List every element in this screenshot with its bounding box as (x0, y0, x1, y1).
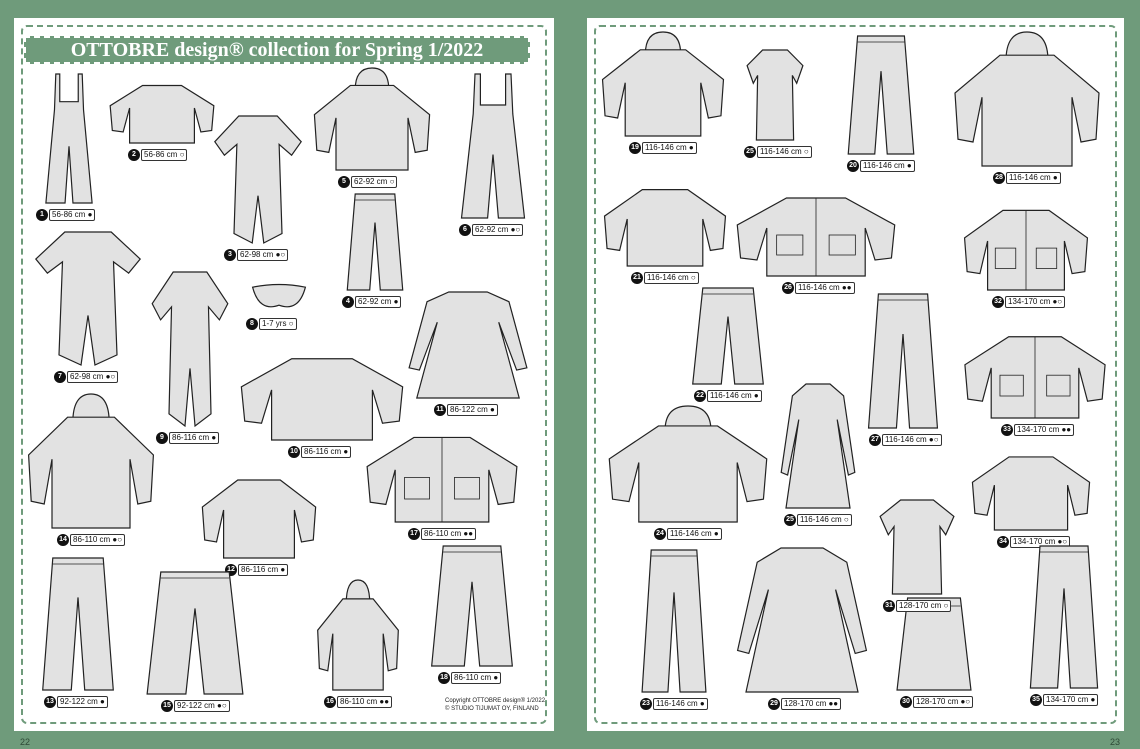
garment-item-8 (246, 280, 312, 332)
size-range: 116-146 cm ● (642, 142, 697, 154)
size-label (57, 534, 125, 546)
garment-item-7 (30, 228, 146, 385)
garment-illustration (148, 268, 232, 435)
page-number-right: 23 (1110, 737, 1121, 747)
size-range: 134-170 cm ●● (1014, 424, 1074, 436)
size-label (128, 149, 187, 161)
model-number-badge: 14 (57, 534, 69, 546)
size-range: 116-146 cm ○ (757, 146, 812, 158)
garment-item-31 (876, 496, 958, 614)
model-number-badge: 31 (883, 600, 895, 612)
size-label (36, 209, 95, 221)
garment-item-6 (448, 72, 538, 238)
model-number-badge: 1 (36, 209, 48, 221)
model-number-badge: 23 (640, 698, 652, 710)
size-range: 134-170 cm ● (1043, 694, 1098, 706)
model-number-badge: 20 (847, 160, 859, 172)
garment-item-11 (404, 288, 532, 418)
size-range: 86-122 cm ● (447, 404, 498, 416)
size-label (768, 698, 841, 710)
size-label (44, 696, 108, 708)
copyright-note (445, 697, 545, 713)
size-range: 116-146 cm ○ (797, 514, 852, 526)
model-number-badge: 9 (156, 432, 168, 444)
size-label (288, 446, 351, 458)
garment-item-15 (138, 570, 252, 714)
garment-item-22 (686, 286, 770, 404)
size-label (900, 696, 973, 708)
garment-illustration (970, 440, 1092, 539)
collection-banner: OTTOBRE design® collection for Spring 1/2022 (24, 36, 530, 64)
model-number-badge: 3 (224, 249, 236, 261)
garment-illustration (30, 228, 146, 374)
size-label (1001, 424, 1074, 436)
size-range: 116-146 cm ● (707, 390, 762, 402)
size-label (156, 432, 219, 444)
garment-illustration (316, 578, 400, 699)
model-number-badge: 25 (784, 514, 796, 526)
garment-illustration (108, 72, 216, 152)
size-label (631, 272, 699, 284)
size-label (246, 318, 297, 330)
garment-illustration (636, 548, 712, 701)
model-number-badge: 4 (342, 296, 354, 308)
model-number-badge: 28 (993, 172, 1005, 184)
size-label (54, 371, 118, 383)
garment-item-9 (148, 268, 232, 446)
size-label (324, 696, 392, 708)
size-range: 86-116 cm ● (169, 432, 219, 444)
model-number-badge: 26 (782, 282, 794, 294)
garment-item-14 (26, 392, 156, 548)
size-range: 92-122 cm ●○ (174, 700, 230, 712)
size-label (459, 224, 523, 236)
size-range: 116-146 cm ●● (795, 282, 855, 294)
garment-item-25 (778, 380, 858, 528)
size-range: 86-110 cm ●○ (70, 534, 125, 546)
size-range: 128-170 cm ●● (781, 698, 841, 710)
garment-illustration (404, 288, 532, 407)
garment-illustration (876, 496, 958, 603)
model-number-badge: 6 (459, 224, 471, 236)
size-range: 134-170 cm ●○ (1010, 536, 1070, 548)
model-number-badge: 11 (434, 404, 446, 416)
size-label (438, 672, 501, 684)
garment-item-29 (732, 544, 872, 712)
size-range: 56-86 cm ● (49, 209, 95, 221)
garment-item-4 (342, 192, 408, 310)
size-range: 116-146 cm ●○ (882, 434, 942, 446)
model-number-badge: 15 (161, 700, 173, 712)
size-label (629, 142, 697, 154)
size-range: 62-92 cm ● (355, 296, 401, 308)
size-label (784, 514, 852, 526)
size-range: 116-146 cm ● (1006, 172, 1061, 184)
garment-item-16 (316, 578, 400, 710)
model-number-badge: 13 (44, 696, 56, 708)
size-range: 86-116 cm ● (301, 446, 351, 458)
size-range: 116-146 cm ● (667, 528, 722, 540)
garment-illustration (962, 318, 1108, 427)
model-number-badge: 32 (992, 296, 1004, 308)
garment-illustration (952, 30, 1102, 175)
garment-item-5 (312, 66, 432, 190)
size-label (338, 176, 397, 188)
model-number-badge: 12 (225, 564, 237, 576)
garment-item-21 (602, 172, 728, 286)
size-range: 116-146 cm ○ (644, 272, 699, 284)
model-number-badge: 8 (246, 318, 258, 330)
garment-illustration (312, 66, 432, 179)
size-range: 86-110 cm ● (451, 672, 501, 684)
garment-illustration (732, 544, 872, 701)
model-number-badge: 19 (629, 142, 641, 154)
size-range: 128-170 cm ○ (896, 600, 951, 612)
garment-illustration (342, 192, 408, 299)
garment-item-24 (606, 404, 770, 542)
page-number-left: 22 (20, 737, 31, 747)
garment-illustration (606, 404, 770, 531)
garment-illustration (602, 172, 728, 275)
garment-illustration (744, 46, 806, 149)
model-number-badge: 24 (654, 528, 666, 540)
size-range: 86-116 cm ● (238, 564, 288, 576)
model-number-badge: 33 (1001, 424, 1013, 436)
size-range: 116-146 cm ● (653, 698, 708, 710)
garment-item-19 (600, 30, 726, 156)
garment-illustration (36, 72, 102, 212)
copyright-line-2: © STUDIO TIJUMAT OY, FINLAND (445, 706, 539, 712)
size-range: 62-98 cm ●○ (67, 371, 118, 383)
garment-item-2 (108, 72, 216, 163)
model-number-badge: 27 (869, 434, 881, 446)
model-number-badge: 22 (694, 390, 706, 402)
size-label (992, 296, 1065, 308)
garment-item-33 (962, 318, 1108, 438)
garment-item-18 (424, 544, 520, 686)
size-label (744, 146, 812, 158)
model-number-badge: 7 (54, 371, 66, 383)
size-label (161, 700, 230, 712)
model-number-badge: 16 (324, 696, 336, 708)
garment-item-17 (364, 418, 520, 542)
model-number-badge: 10 (288, 446, 300, 458)
size-range: 92-122 cm ● (57, 696, 108, 708)
model-number-badge: 2 (128, 149, 140, 161)
garment-illustration (842, 34, 920, 163)
size-label (782, 282, 855, 294)
size-range: 86-110 cm ●● (337, 696, 392, 708)
size-label (434, 404, 498, 416)
garment-item-12 (200, 462, 318, 578)
copyright-line-1: Copyright OTTOBRE design® 1/2022 (445, 698, 546, 704)
model-number-badge: 17 (408, 528, 420, 540)
size-label (847, 160, 915, 172)
model-number-badge: 5 (338, 176, 350, 188)
size-label (654, 528, 722, 540)
size-label (993, 172, 1061, 184)
garment-item-20 (842, 34, 920, 174)
garment-item-32 (962, 192, 1090, 310)
model-number-badge: 34 (997, 536, 1009, 548)
garment-item-28 (952, 30, 1102, 186)
garment-illustration (1024, 544, 1104, 697)
garment-item-26 (734, 180, 898, 296)
garment-item-3 (210, 112, 306, 263)
garment-illustration (26, 392, 156, 537)
garment-illustration (448, 72, 538, 227)
garment-illustration (686, 286, 770, 393)
garment-illustration (138, 570, 252, 703)
size-label (1030, 694, 1098, 706)
size-label (694, 390, 762, 402)
garment-illustration (246, 280, 312, 321)
size-range: 128-170 cm ●○ (913, 696, 973, 708)
size-range: 1-7 yrs ○ (259, 318, 297, 330)
garment-item-1 (36, 72, 102, 223)
size-label (408, 528, 476, 540)
garment-item-13 (36, 556, 120, 710)
garment-illustration (364, 418, 520, 531)
size-label (640, 698, 708, 710)
garment-illustration (210, 112, 306, 252)
size-range: 62-92 cm ●○ (472, 224, 523, 236)
model-number-badge: 35 (1030, 694, 1042, 706)
size-label (224, 249, 288, 261)
garment-illustration (600, 30, 726, 145)
model-number-badge: 18 (438, 672, 450, 684)
garment-illustration (36, 556, 120, 699)
garment-illustration (962, 192, 1090, 299)
size-range: 56-86 cm ○ (141, 149, 187, 161)
model-number-badge: 29 (768, 698, 780, 710)
garment-item-27 (862, 292, 944, 448)
garment-item-23 (636, 548, 712, 712)
size-label (883, 600, 951, 612)
garment-item-34 (970, 440, 1092, 550)
model-number-badge: 21 (631, 272, 643, 284)
garment-illustration (424, 544, 520, 675)
size-range: 134-170 cm ●○ (1005, 296, 1065, 308)
size-range: 86-110 cm ●● (421, 528, 476, 540)
size-label (869, 434, 942, 446)
size-label (342, 296, 401, 308)
garment-illustration (778, 380, 858, 517)
model-number-badge: 25 (744, 146, 756, 158)
garment-item-35 (1024, 544, 1104, 708)
garment-illustration (200, 462, 318, 567)
model-number-badge: 30 (900, 696, 912, 708)
size-range: 62-98 cm ●○ (237, 249, 288, 261)
garment-illustration (862, 292, 944, 437)
size-range: 62-92 cm ○ (351, 176, 397, 188)
size-range: 116-146 cm ● (860, 160, 915, 172)
garment-item-25 (744, 46, 809, 160)
garment-illustration (734, 180, 898, 285)
